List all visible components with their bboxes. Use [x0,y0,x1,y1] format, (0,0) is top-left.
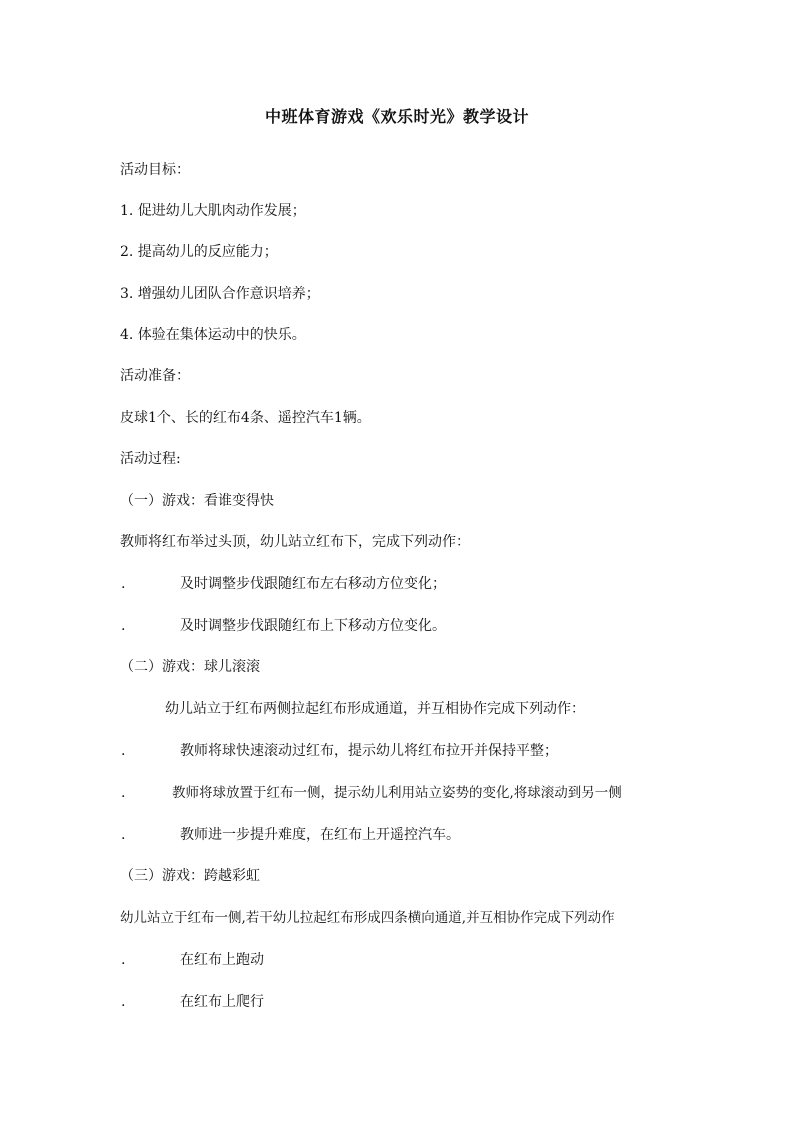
bullet-mark: . [121,994,126,1010]
goals-heading: 活动目标： [120,162,190,178]
bullet-mark: . [121,827,126,843]
document-title: 中班体育游戏《欢乐时光》教学设计 [264,107,529,126]
game1-heading: （一）游戏：看谁变得快 [120,493,274,509]
game3-heading: （三）游戏：跨越彩虹 [120,868,260,884]
prep-text: 皮球1个、长的红布4条、遥控汽车1辆。 [120,410,371,426]
game3-item-1: 在红布上跑动 [180,952,264,968]
goal-item-1: 1. 促进幼儿大肌肉动作发展； [120,203,306,219]
game1-item-1: 及时调整步伐跟随红布左右移动方位变化； [180,576,446,592]
game1-item-2: 及时调整步伐跟随红布上下移动方位变化。 [180,618,446,634]
prep-heading: 活动准备： [120,368,190,384]
game3-item-2: 在红布上爬行 [180,994,264,1010]
game2-item-1: 教师将球快速滚动过红布，提示幼儿将红布拉开并保持平整； [180,743,558,759]
goal-item-3: 3. 增强幼儿团队合作意识培养； [120,286,320,302]
bullet-mark: . [121,952,126,968]
goal-item-2: 2. 提高幼儿的反应能力； [120,244,278,260]
process-heading: 活动过程: [120,451,181,467]
bullet-mark: . [121,576,126,592]
game1-intro: 教师将红布举过头顶，幼儿站立红布下，完成下列动作： [120,534,470,550]
bullet-mark: . [121,785,126,801]
bullet-mark: . [121,743,126,759]
game2-item-2: 教师将球放置于红布一侧，提示幼儿利用站立姿势的变化,将球滚动到另一侧 [172,785,622,801]
game2-item-3: 教师进一步提升难度，在红布上开遥控汽车。 [180,827,460,843]
bullet-mark: . [121,618,126,634]
goal-item-4: 4. 体验在集体运动中的快乐。 [120,327,306,343]
game2-heading: （二）游戏：球儿滚滚 [120,659,260,675]
game3-intro: 幼儿站立于红布一侧,若干幼儿拉起红布形成四条横向通道,并互相协作完成下列动作 [120,910,615,926]
game2-intro: 幼儿站立于红布两侧拉起红布形成通道，并互相协作完成下列动作： [165,701,585,717]
